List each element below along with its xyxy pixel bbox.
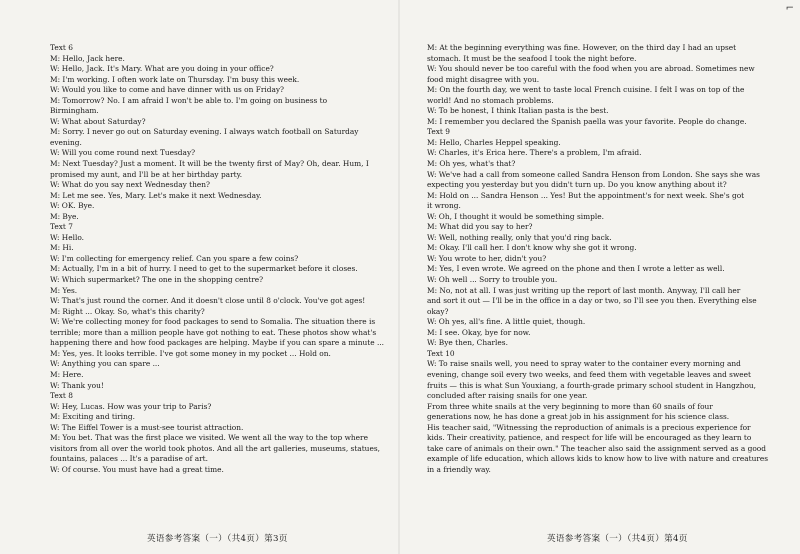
text-line: and sort it out — I'll be in the office in a day or two, so I'll see you then. Everything else xyxy=(427,296,757,306)
text-line: evening. xyxy=(50,137,82,147)
text-line: M: I see. Okay, bye for now. xyxy=(427,327,531,337)
text-line: W: Bye then, Charles. xyxy=(427,338,508,348)
text-line: From three white snails at the very beginning to more than 60 snails of four xyxy=(427,401,713,411)
text-line: W: Charles, it's Erica here. There's a problem, I'm afraid. xyxy=(427,148,642,158)
text-line: M: Hello, Jack here. xyxy=(50,53,125,63)
text-line: kids. Their creativity, patience, and respect for life will be encouraged as they learn to xyxy=(427,433,752,443)
text-line: fountains, palaces ... It's a paradise of art. xyxy=(50,454,208,464)
text-line: W: I'm collecting for emergency relief. Can you spare a few coins? xyxy=(50,253,299,263)
text-line: W: Well, nothing really, only that you'd ring back. xyxy=(427,232,612,242)
text-line: M: What did you say to her? xyxy=(427,222,533,232)
left-page-text xyxy=(50,43,386,475)
text-line: W: Hey, Lucas. How was your trip to Paris? xyxy=(50,401,212,411)
text-line: Text 10 xyxy=(427,348,455,358)
text-line: M: Okay. I'll call her. I don't know why she got it wrong. xyxy=(427,243,637,253)
text-line: M: Tomorrow? No. I am afraid I won't be able to. I'm going on business to xyxy=(50,95,328,105)
text-line: it wrong. xyxy=(427,201,461,211)
text-line: W: Thank you! xyxy=(50,380,104,390)
text-line: M: Hello, Charles Heppel speaking. xyxy=(427,137,561,147)
text-line: terrible; more than a million people have got nothing to eat. These photos show what's xyxy=(50,327,377,337)
text-line: M: Oh yes, what's that? xyxy=(427,159,516,169)
text-line: W: We've had a call from someone called Sandra Henson from London. She says she was xyxy=(427,169,760,179)
text-line: take care of animals on their own." The teacher also said the assignment served as a good xyxy=(427,443,766,453)
text-line: Text 8 xyxy=(50,391,73,401)
text-line: world! And no stomach problems. xyxy=(427,95,554,105)
text-line: W: That's just round the corner. And it doesn't close until 8 o'clock. You've got ages! xyxy=(50,296,366,306)
text-line: expecting you yesterday but you didn't turn up. Do you know anything about it? xyxy=(427,180,727,190)
text-line: His teacher said, "Witnessing the reproduction of animals is a precious experience for xyxy=(427,422,751,432)
text-line: M: Bye. xyxy=(50,211,79,221)
text-line: M: Hi. xyxy=(50,243,74,253)
text-line: Text 9 xyxy=(427,127,450,137)
text-line: happening there and how food packages are helping. Maybe if you can spare a minute ... xyxy=(50,338,385,348)
text-line: W: To be honest, I think Italian pasta is the best. xyxy=(427,106,609,116)
text-line: M: Let me see. Yes, Mary. Let's make it next Wednesday. xyxy=(50,190,262,200)
text-line: evening, change soil every two weeks, and feed them with vegetable leaves and sweet xyxy=(427,369,751,379)
text-line: M: You bet. That was the first place we visited. We went all the way to the top where xyxy=(50,433,368,443)
text-line: M: At the beginning everything was fine. However, on the third day I had an upset xyxy=(427,43,737,52)
text-line: M: I remember you declared the Spanish paella was your favorite. People do change. xyxy=(427,116,747,126)
text-line: M: Exciting and tiring. xyxy=(50,412,135,422)
right-page xyxy=(400,0,800,554)
corner-mark-icon: ⌐ xyxy=(785,3,794,14)
text-line: concluded after raising snails for one year. xyxy=(427,391,588,401)
text-line: M: Hold on ... Sandra Henson ... Yes! But the appointment's for next week. She's got xyxy=(427,190,745,200)
text-line: M: Next Tuesday? Just a moment. It will be the twenty first of May? Oh, dear. Hum, I xyxy=(50,159,369,169)
text-line: W: OK. Bye. xyxy=(50,201,95,211)
text-line: W: To raise snails well, you need to spray water to the container every morning and xyxy=(427,359,741,369)
text-line: W: Oh well ... Sorry to trouble you. xyxy=(427,275,558,285)
text-line: W: Oh yes, all's fine. A little quiet, though. xyxy=(427,317,586,327)
text-line: Text 7 xyxy=(50,222,73,232)
text-line: M: Here. xyxy=(50,369,84,379)
text-line: M: I'm working. I often work late on Thursday. I'm busy this week. xyxy=(50,74,300,84)
text-line: W: We're collecting money for food packages to send to Somalia. The situation there is xyxy=(50,317,376,327)
text-line: okay? xyxy=(427,306,449,316)
text-line: W: What do you say next Wednesday then? xyxy=(50,180,210,190)
text-line: M: Sorry. I never go out on Saturday evening. I always watch football on Saturday xyxy=(50,127,359,137)
text-line: generations now, he has done a great job in his assignment for his science class. xyxy=(427,412,730,422)
text-line: Birmingham. xyxy=(50,106,99,116)
text-line: W: Anything you can spare ... xyxy=(50,359,160,369)
text-line: M: No, not at all. I was just writing up the report of last month. Anyway, I'll call her xyxy=(427,285,741,295)
text-line: M: Yes, I even wrote. We agreed on the phone and then I wrote a letter as well. xyxy=(427,264,725,274)
text-line: example of life education, which allows kids to know how to live with nature and creatures xyxy=(427,454,769,464)
left-page-footer: 英语参考答案（一）（共4页）第3页 xyxy=(147,534,288,544)
text-line: food might disagree with you. xyxy=(427,74,540,84)
text-line: W: Would you like to come and have dinner with us on Friday? xyxy=(50,85,285,95)
text-line: W: The Eiffel Tower is a must-see tourist attraction. xyxy=(50,422,244,432)
text-line: M: Yes. xyxy=(50,285,78,295)
text-line: in a friendly way. xyxy=(427,464,491,474)
text-line: M: Actually, I'm in a bit of hurry. I need to get to the supermarket before it closes. xyxy=(50,264,358,274)
text-line: visitors from all over the world took photos. And all the art galleries, museums, statues, xyxy=(50,443,380,453)
text-line: stomach. It must be the seafood I took the night before. xyxy=(427,53,637,63)
text-line: W: Hello, Jack. It's Mary. What are you doing in your office? xyxy=(50,64,274,74)
text-line: M: Right ... Okay. So, what's this charity? xyxy=(50,306,205,316)
text-line: M: Yes, yes. It looks terrible. I've got some money in my pocket ... Hold on. xyxy=(50,348,331,358)
text-line: W: Oh, I thought it would be something simple. xyxy=(427,211,604,221)
right-page-text xyxy=(427,43,778,475)
text-line: W: Of course. You must have had a great time. xyxy=(50,464,224,474)
text-line: promised my aunt, and I'll be at her birthday party. xyxy=(50,169,243,179)
text-line: W: Which supermarket? The one in the shopping centre? xyxy=(50,275,264,285)
text-line: W: You should never be too careful with the food when you are abroad. Sometimes new xyxy=(427,64,755,74)
text-line: W: You wrote to her, didn't you? xyxy=(427,253,547,263)
text-line: W: Hello. xyxy=(50,232,85,242)
text-line: W: What about Saturday? xyxy=(50,116,146,126)
text-line: fruits — this is what Sun Youxiang, a fourth-grade primary school student in Hangzhou, xyxy=(427,380,757,390)
text-line: Text 6 xyxy=(50,43,73,52)
text-line: M: On the fourth day, we went to taste local French cuisine. I felt I was on top of the xyxy=(427,85,745,95)
text-line: W: Will you come round next Tuesday? xyxy=(50,148,196,158)
right-page-footer: 英语参考答案（一）（共4页）第4页 xyxy=(547,534,688,544)
